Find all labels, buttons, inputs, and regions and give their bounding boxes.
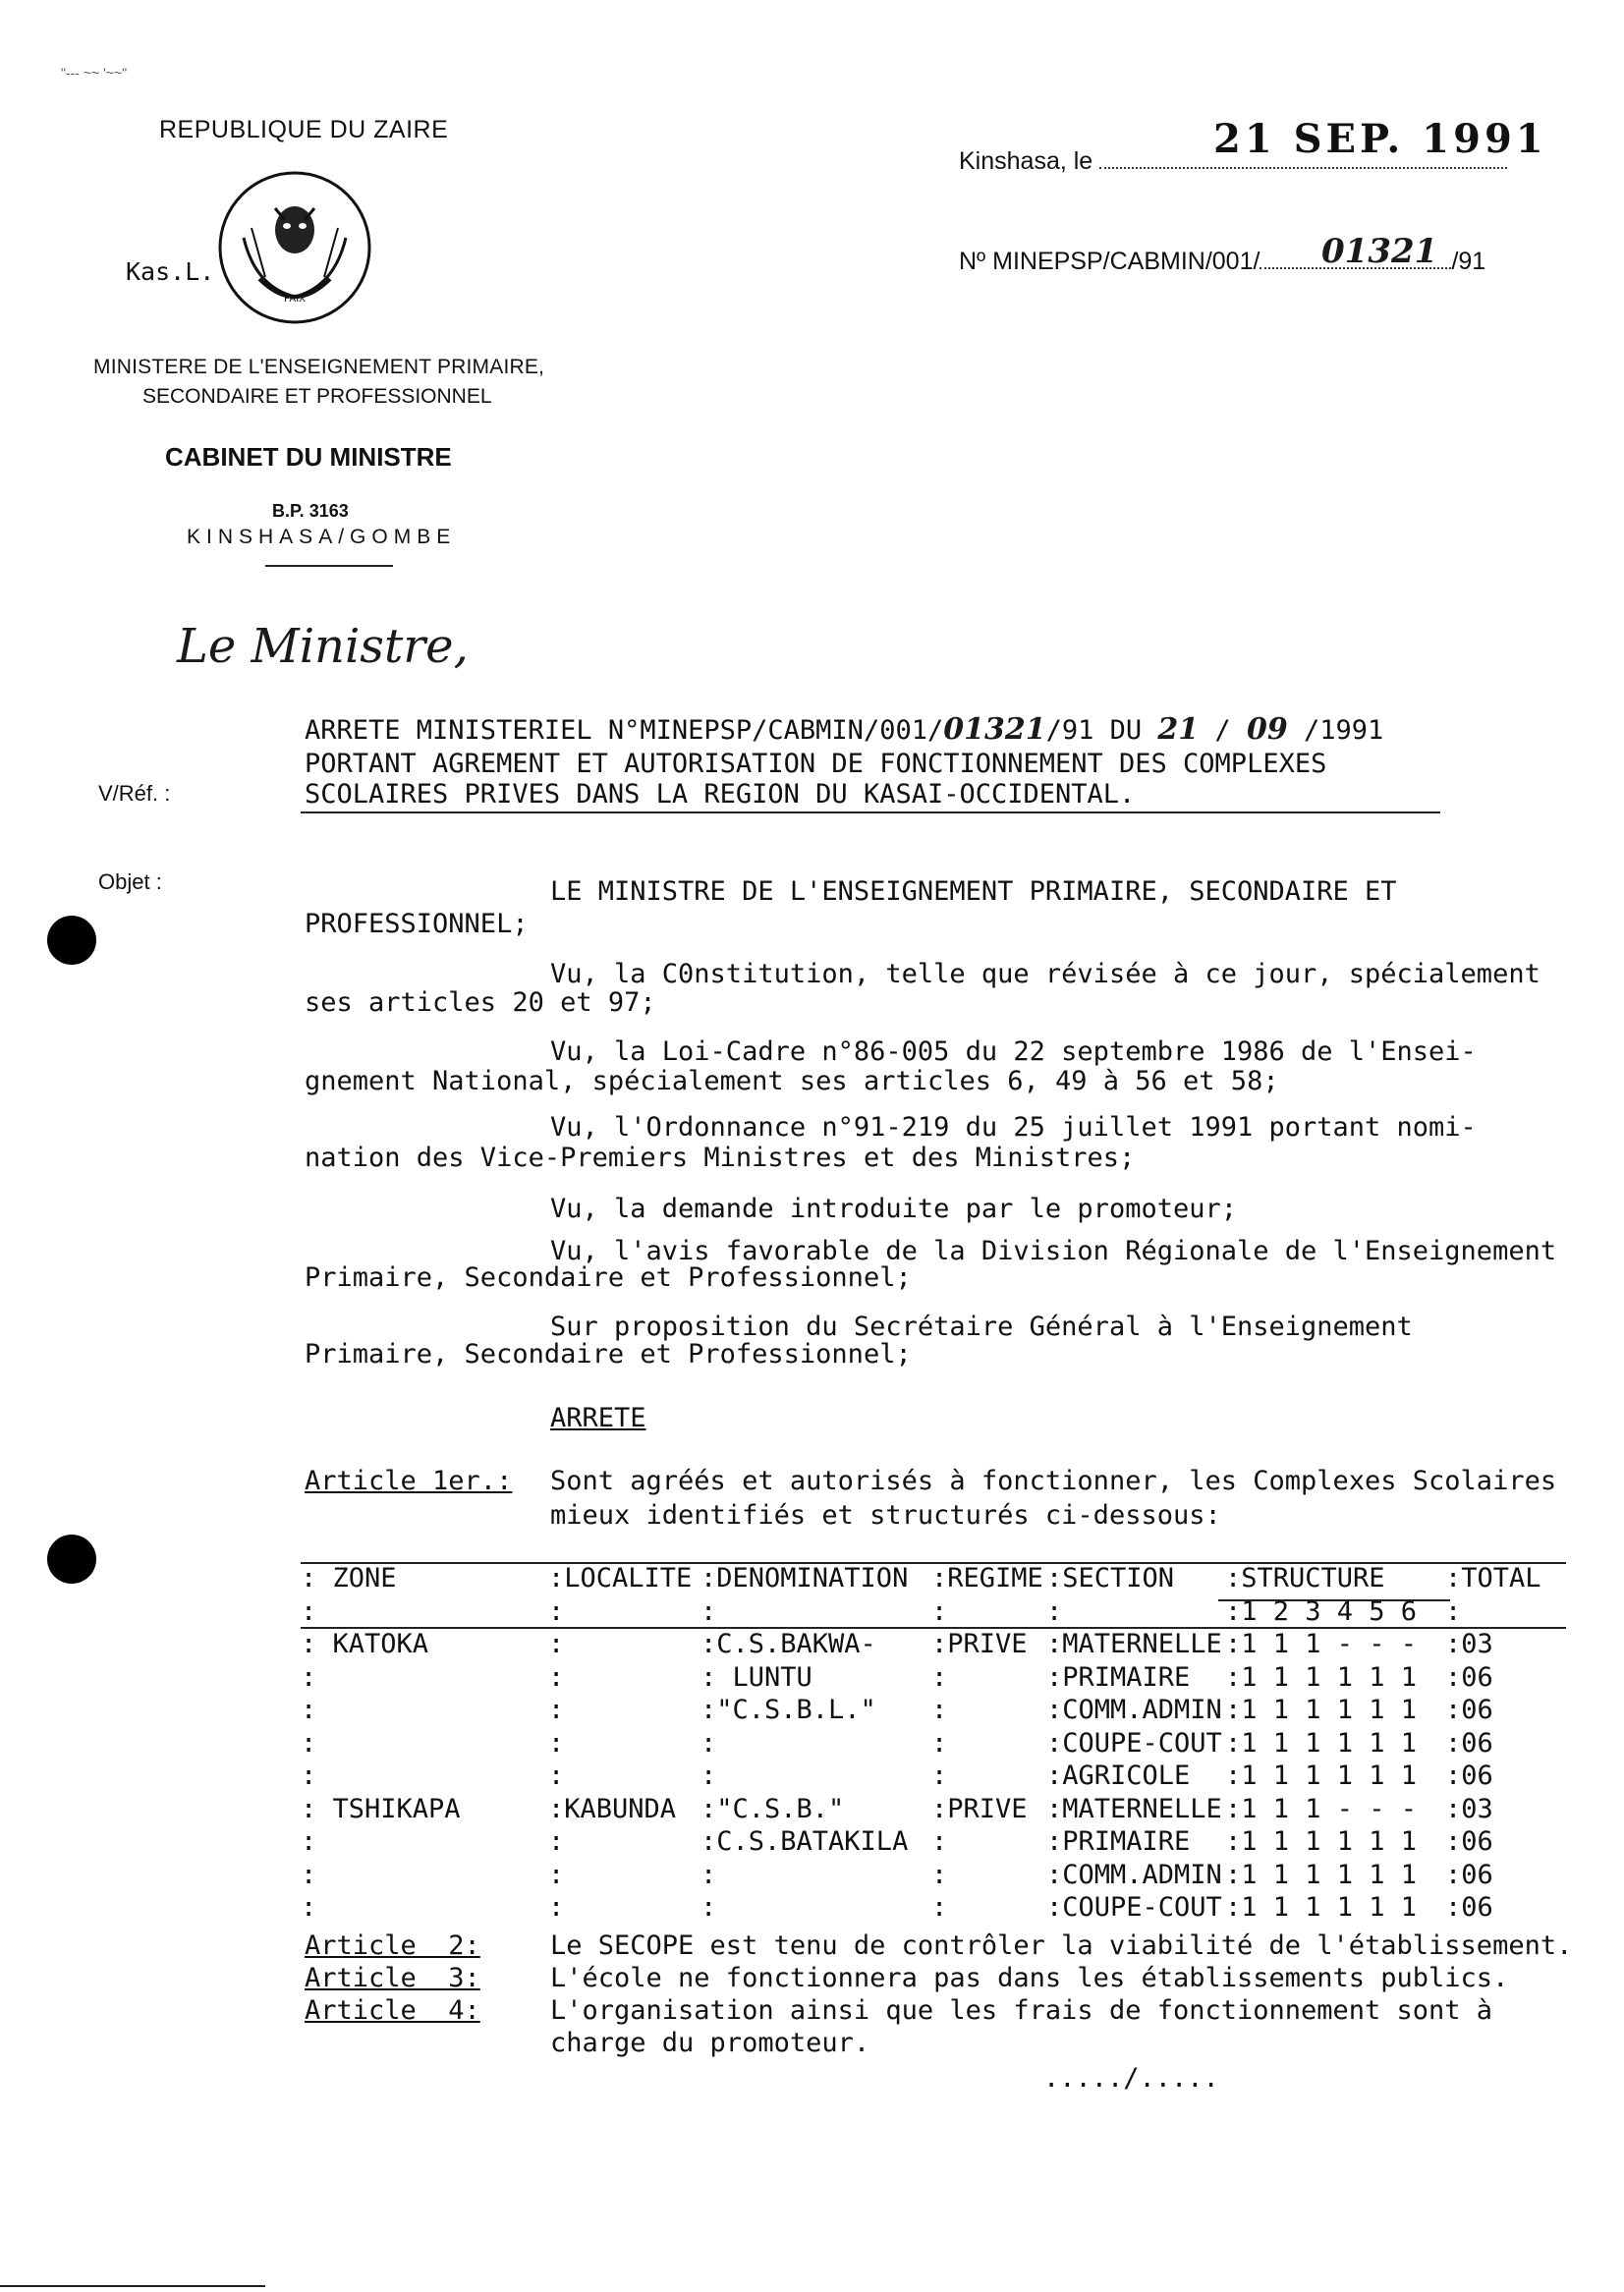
table-cell: : <box>931 1727 948 1759</box>
table-cell: : <box>301 1826 317 1857</box>
table-cell: : <box>548 1727 565 1759</box>
table-cell: : <box>931 1826 948 1857</box>
preamble-5: Vu, la demande introduite par le promoteur; <box>550 1194 1237 1224</box>
title-line-3: SCOLAIRES PRIVES DANS LA REGION DU KASAI-OCCIDENTAL. <box>305 779 1136 810</box>
preamble-4b: nation des Vice-Premiers Ministres et des Ministres; <box>305 1143 1136 1173</box>
article-text: Le SECOPE est tenu de contrôler la viabilité de l'établissement. <box>550 1930 1573 1961</box>
table-cell: : <box>301 1695 317 1725</box>
preamble-2b: ses articles 20 et 97; <box>305 987 656 1018</box>
article-line <box>305 1929 1572 1962</box>
republic-heading: REPUBLIQUE DU ZAIRE <box>159 116 449 143</box>
table-cell: : <box>548 1595 565 1627</box>
svg-text:PAIX: PAIX <box>283 294 307 305</box>
table-cell: :"C.S.B." <box>700 1793 845 1824</box>
table-cell: :"C.S.B.L." <box>700 1695 876 1725</box>
table-cell: : ZONE <box>301 1563 397 1593</box>
vref-label: V/Réf. : <box>98 781 171 806</box>
table-cell: :LOCALITE <box>548 1563 693 1593</box>
table-cell: :06 <box>1445 1892 1493 1923</box>
preamble-3a: Vu, la Loi-Cadre n°86-005 du 22 septembre 1986 de l'Ensei- <box>550 1036 1477 1067</box>
table-cell: :06 <box>1445 1661 1493 1693</box>
articles-block <box>305 1929 1572 2027</box>
table-cell: :COUPE-COUT <box>1046 1892 1222 1923</box>
table-row <box>301 1661 1553 1695</box>
table-row <box>301 1859 1553 1892</box>
corner-mark: "--- ~~ '~~" <box>61 65 128 81</box>
table-cell: : <box>700 1892 717 1923</box>
table-cell: : <box>301 1859 317 1890</box>
table-cell: : <box>301 1727 317 1759</box>
divider <box>265 565 393 567</box>
table-cell: :C.S.BATAKILA <box>700 1826 909 1857</box>
title-line-2: PORTANT AGREMENT ET AUTORISATION DE FONCTIONNEMENT DES COMPLEXES <box>305 749 1327 779</box>
structure-table <box>301 1562 1553 1925</box>
table-cell: : <box>931 1892 948 1923</box>
reference-suffix: /91 <box>1451 248 1486 275</box>
table-cell: : <box>548 1892 565 1923</box>
table-cell: : <box>931 1661 948 1693</box>
article-1-text-a: Sont agréés et autorisés à fonctionner, les Complexes Scolaires <box>550 1466 1557 1496</box>
table-cell: : <box>931 1595 948 1627</box>
table-row <box>301 1694 1553 1727</box>
table-cell: : <box>548 1695 565 1725</box>
title-handwritten-month: 09 <box>1246 712 1288 747</box>
table-cell: :SECTION <box>1046 1563 1175 1593</box>
table-cell: :STRUCTURE <box>1225 1563 1385 1593</box>
table-cell: :DENOMINATION <box>700 1563 909 1593</box>
punch-hole-bottom <box>47 1535 96 1584</box>
table-cell: : <box>548 1629 565 1659</box>
table-cell: :1 1 1 1 1 1 <box>1225 1727 1418 1759</box>
table-row <box>301 1891 1553 1925</box>
preamble-7b: Primaire, Secondaire et Professionnel; <box>305 1339 912 1370</box>
title-handwritten-day: 21 <box>1157 712 1200 747</box>
table-cell: : <box>548 1661 565 1693</box>
table-cell: : <box>301 1761 317 1791</box>
title-separator: / <box>1214 715 1231 746</box>
table-cell: : <box>931 1859 948 1890</box>
school-complexes-table <box>301 1562 1553 1925</box>
table-row <box>301 1628 1553 1661</box>
table-cell: :TOTAL <box>1445 1563 1541 1593</box>
table-cell: : <box>548 1826 565 1857</box>
table-cell: : <box>700 1727 717 1759</box>
article-line <box>305 1994 1572 2027</box>
po-box: B.P. 3163 <box>272 501 349 521</box>
table-row <box>301 1760 1553 1793</box>
table-cell: :KABUNDA <box>548 1793 677 1824</box>
table-cell: :1 1 1 - - - <box>1225 1793 1418 1824</box>
table-cell: :1 1 1 1 1 1 <box>1225 1859 1418 1890</box>
table-cell: :COMM.ADMIN <box>1046 1695 1222 1725</box>
table-cell: : <box>301 1892 317 1923</box>
table-cell: : <box>548 1859 565 1890</box>
city-line: KINSHASA/GOMBE <box>187 526 457 548</box>
cabinet-heading: CABINET DU MINISTRE <box>165 442 452 472</box>
table-cell: : TSHIKAPA <box>301 1793 461 1824</box>
table-cell: : LUNTU <box>700 1661 812 1693</box>
table-cell: :06 <box>1445 1727 1493 1759</box>
table-cell: : <box>1046 1595 1063 1627</box>
title-underline <box>301 811 1440 813</box>
table-cell: :C.S.BAKWA- <box>700 1629 876 1659</box>
table-cell: : <box>301 1661 317 1693</box>
coat-of-arms-seal <box>216 169 373 326</box>
table-cell: :1 1 1 1 1 1 <box>1225 1761 1418 1791</box>
article-line <box>305 1962 1572 1994</box>
preamble-6a: Vu, l'avis favorable de la Division Régionale de l'Enseignement <box>550 1236 1557 1266</box>
article-label: Article 4: <box>305 1995 480 2026</box>
table-cell: :PRIVE <box>931 1629 1028 1659</box>
article-4-continuation: charge du promoteur. <box>550 2028 870 2058</box>
table-cell: :06 <box>1445 1859 1493 1890</box>
preamble-4a: Vu, l'Ordonnance n°91-219 du 25 juillet 1991 portant nomi- <box>550 1112 1477 1143</box>
table-cell: :COUPE-COUT <box>1046 1727 1222 1759</box>
preamble-7a: Sur proposition du Secrétaire Général à l'Enseignement <box>550 1312 1413 1342</box>
table-cell: :REGIME <box>931 1563 1043 1593</box>
preamble-1a: LE MINISTRE DE L'ENSEIGNEMENT PRIMAIRE, SECONDAIRE ET <box>550 876 1397 907</box>
table-cell: :PRIMAIRE <box>1046 1826 1191 1857</box>
table-cell: :COMM.ADMIN <box>1046 1859 1222 1890</box>
table-cell: : KATOKA <box>301 1629 429 1659</box>
table-cell: :PRIMAIRE <box>1046 1661 1191 1693</box>
reference-prefix: Nº MINEPSP/CABMIN/001/ <box>959 248 1260 275</box>
title-line-1-du: /91 DU <box>1045 715 1143 746</box>
seal-emblem-icon <box>216 169 373 326</box>
arrete-heading: ARRETE <box>550 1403 646 1433</box>
table-row <box>301 1793 1553 1826</box>
table-cell: : <box>931 1695 948 1725</box>
article-1-text-b: mieux identifiés et structurés ci-dessous: <box>550 1500 1221 1531</box>
table-cell: :06 <box>1445 1761 1493 1791</box>
reference-handwritten: 01321 <box>1321 232 1438 271</box>
table-cell: :1 1 1 1 1 1 <box>1225 1661 1418 1693</box>
table-cell: :1 1 1 1 1 1 <box>1225 1892 1418 1923</box>
table-cell: :1 1 1 - - - <box>1225 1629 1418 1659</box>
place-label-text: Kinshasa, le <box>959 147 1093 175</box>
articles-list <box>305 1929 1572 2027</box>
preamble-1b: PROFESSIONNEL; <box>305 909 529 939</box>
preamble-2a: Vu, la C0nstitution, telle que révisée à ce jour, spécialement <box>550 959 1540 989</box>
table-header-row <box>301 1562 1553 1595</box>
table-cell: :03 <box>1445 1629 1493 1659</box>
table-cell: : <box>931 1761 948 1791</box>
table-cell: : <box>1445 1595 1462 1627</box>
table-cell: : <box>548 1761 565 1791</box>
punch-hole-top <box>47 916 96 965</box>
title-line-1-text: ARRETE MINISTERIEL N°MINEPSP/CABMIN/001/ <box>305 715 944 746</box>
table-cell: :1 1 1 1 1 1 <box>1225 1826 1418 1857</box>
table-cell: :1 1 1 1 1 1 <box>1225 1695 1418 1725</box>
article-label: Article 3: <box>305 1963 480 1993</box>
bottom-edge-mark <box>0 2285 265 2287</box>
table-subheader-row <box>301 1595 1553 1629</box>
table-cell: : <box>700 1761 717 1791</box>
table-row <box>301 1825 1553 1859</box>
table-cell: :MATERNELLE <box>1046 1629 1222 1659</box>
initials-annotation: Kas.L. <box>126 257 215 286</box>
table-row <box>301 1727 1553 1761</box>
article-text: L'organisation ainsi que les frais de fonctionnement sont à <box>550 1995 1493 2026</box>
date-stamp: 21 SEP. 1991 <box>1213 116 1547 162</box>
title-handwritten-number: 01321 <box>943 712 1046 747</box>
preamble-3b: gnement National, spécialement ses articles 6, 49 à 56 et 58; <box>305 1066 1279 1096</box>
table-cell: :1 2 3 4 5 6 <box>1225 1595 1418 1627</box>
objet-label: Objet : <box>98 869 162 894</box>
page-continuation-marker: ...../..... <box>1043 2063 1219 2094</box>
preamble-6b: Primaire, Secondaire et Professionnel; <box>305 1262 912 1293</box>
article-1-label: Article 1er.: <box>305 1466 513 1496</box>
article-text: L'école ne fonctionnera pas dans les établissements publics. <box>550 1963 1509 1993</box>
table-cell: :03 <box>1445 1793 1493 1824</box>
table-cell: : <box>700 1859 717 1890</box>
table-cell: : <box>301 1595 317 1627</box>
title-year: /1991 <box>1303 715 1384 746</box>
table-cell: :AGRICOLE <box>1046 1761 1191 1791</box>
table-cell: :06 <box>1445 1695 1493 1725</box>
ministry-line-2: SECONDAIRE ET PROFESSIONNEL <box>142 385 492 408</box>
table-cell: : <box>700 1595 717 1627</box>
ministry-line-1: MINISTERE DE L'ENSEIGNEMENT PRIMAIRE, <box>93 356 545 378</box>
signature-title: Le Ministre, <box>177 619 469 674</box>
table-cell: :PRIVE <box>931 1793 1028 1824</box>
table-cell: :MATERNELLE <box>1046 1793 1222 1824</box>
article-label: Article 2: <box>305 1930 480 1961</box>
title-line-1 <box>305 714 1383 746</box>
table-cell: :06 <box>1445 1826 1493 1857</box>
